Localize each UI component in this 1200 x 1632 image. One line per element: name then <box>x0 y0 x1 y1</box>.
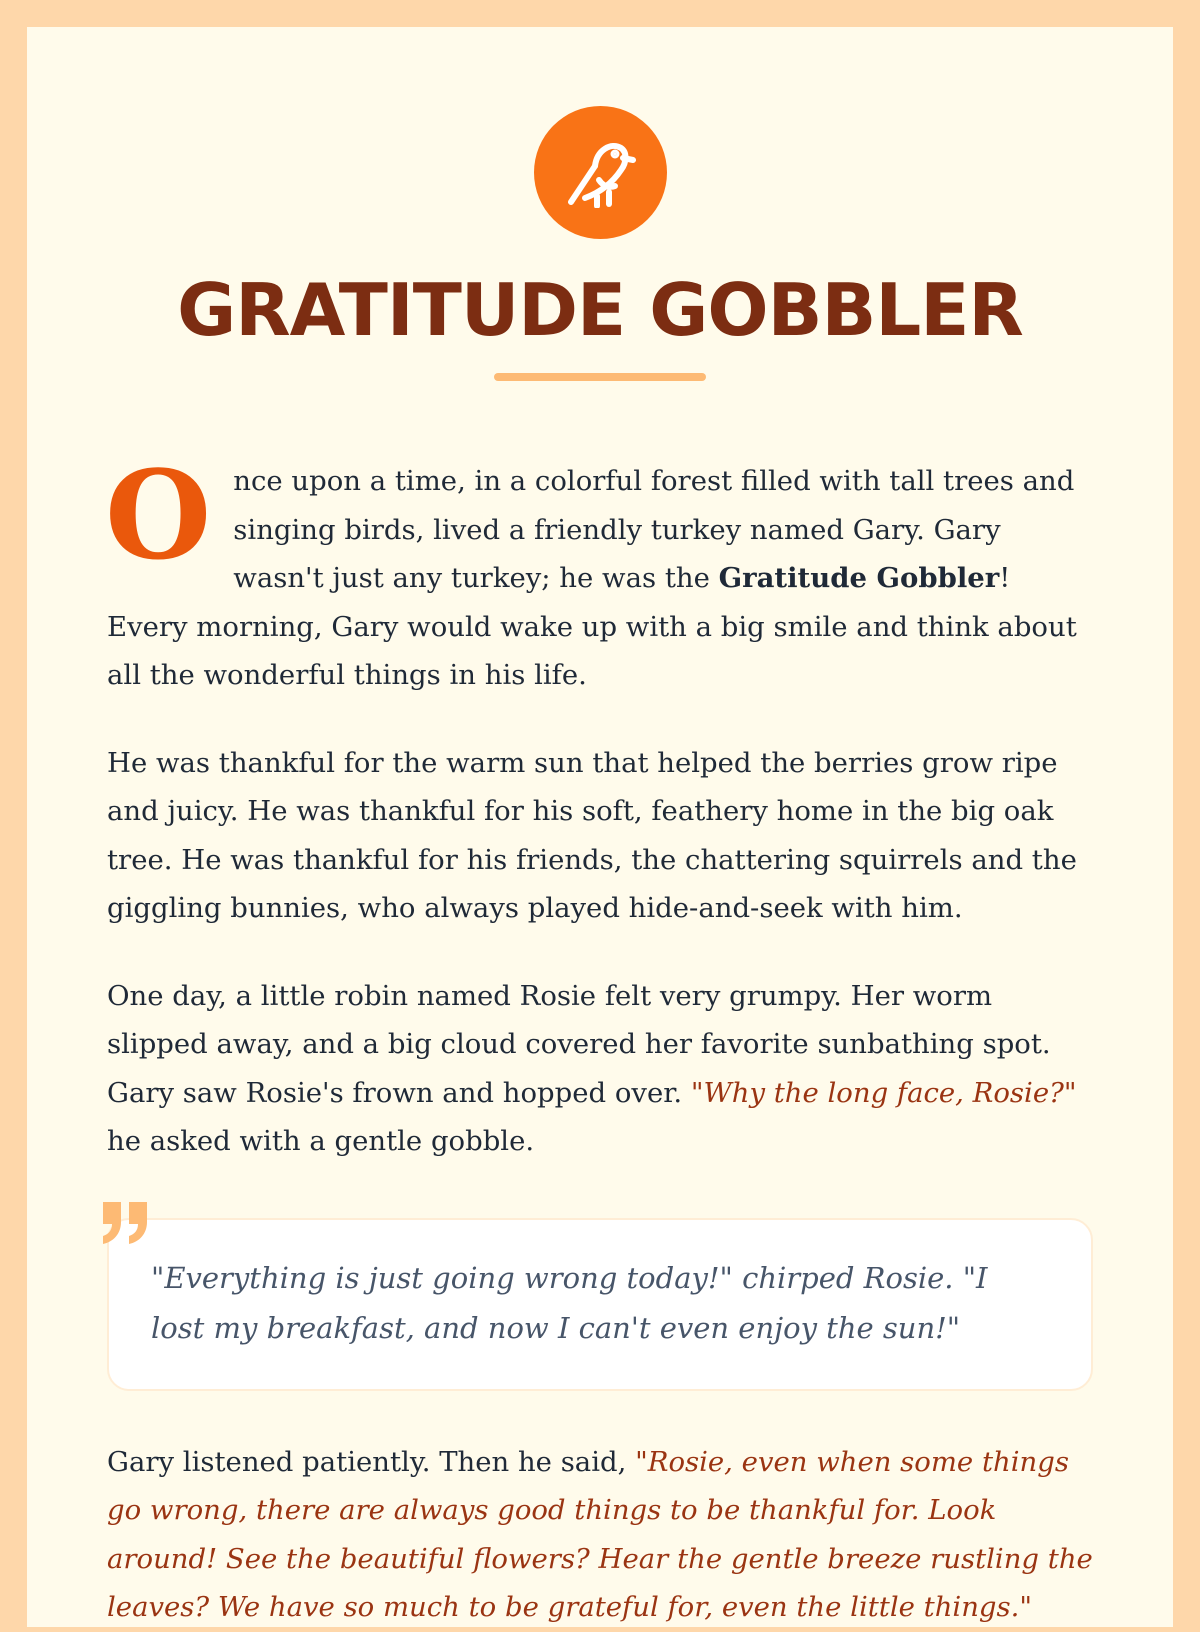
story-card <box>27 27 1173 1627</box>
story-paragraph-4 <box>107 1438 1093 1632</box>
paragraph-text: he asked with a gentle gobble. <box>107 1125 535 1157</box>
bird-icon <box>567 136 637 208</box>
story-title: GRATITUDE GOBBLER <box>177 268 1023 352</box>
title-underline <box>494 373 706 381</box>
drop-cap: O <box>105 443 212 587</box>
speech-quote: "Rosie, even when some things go wrong, there are always good things to be thankful for. Look around! See the beautiful flowers? Hear the gentle breeze rustling the leaves? We have so much to be grateful for, even the little things." <box>107 1445 1093 1623</box>
story-paragraph-2: He was thankful for the warm sun that helped the berries grow ripe and juicy. He was thankful for his soft, feathery home in the big oak tree. He was thankful for his friends, the chattering squirrels and the giggling bunnies, who always played hide-and-seek with him. <box>107 746 1077 924</box>
paragraph-text: Gary listened patiently. Then he said, <box>107 1445 636 1478</box>
quote-text: "Everything is just going wrong today!" chirped Rosie. "I lost my breakfast, and now I can't even enjoy the sun!" <box>151 1260 988 1345</box>
paragraph-text: ! Every morning, Gary would wake up with a big smile and think about all the wonderful things in his life. <box>107 562 1077 691</box>
story-body <box>105 443 1093 1632</box>
paragraph-text: nce upon a time, in a colorful forest filled with tall trees and singing birds, lived a friendly turkey named Gary. Gary wasn't just any turkey; he was the <box>233 465 1075 594</box>
story-paragraph-1 <box>105 443 1093 700</box>
logo-badge <box>534 106 667 239</box>
paragraph-text: One day, a little robin named Rosie felt very grumpy. Her worm slipped away, and a big cloud covered her favorite sunbathing spot. Gary saw Rosie's frown and hopped over. <box>107 979 1051 1109</box>
blockquote <box>107 1218 1093 1391</box>
logo-container <box>107 106 1093 243</box>
speech-quote: "Why the long face, Rosie?" <box>690 1076 1077 1109</box>
quote-icon <box>101 1200 149 1246</box>
story-paragraph-3 <box>107 972 1093 1166</box>
bold-phrase: Gratitude Gobbler <box>718 562 1000 594</box>
